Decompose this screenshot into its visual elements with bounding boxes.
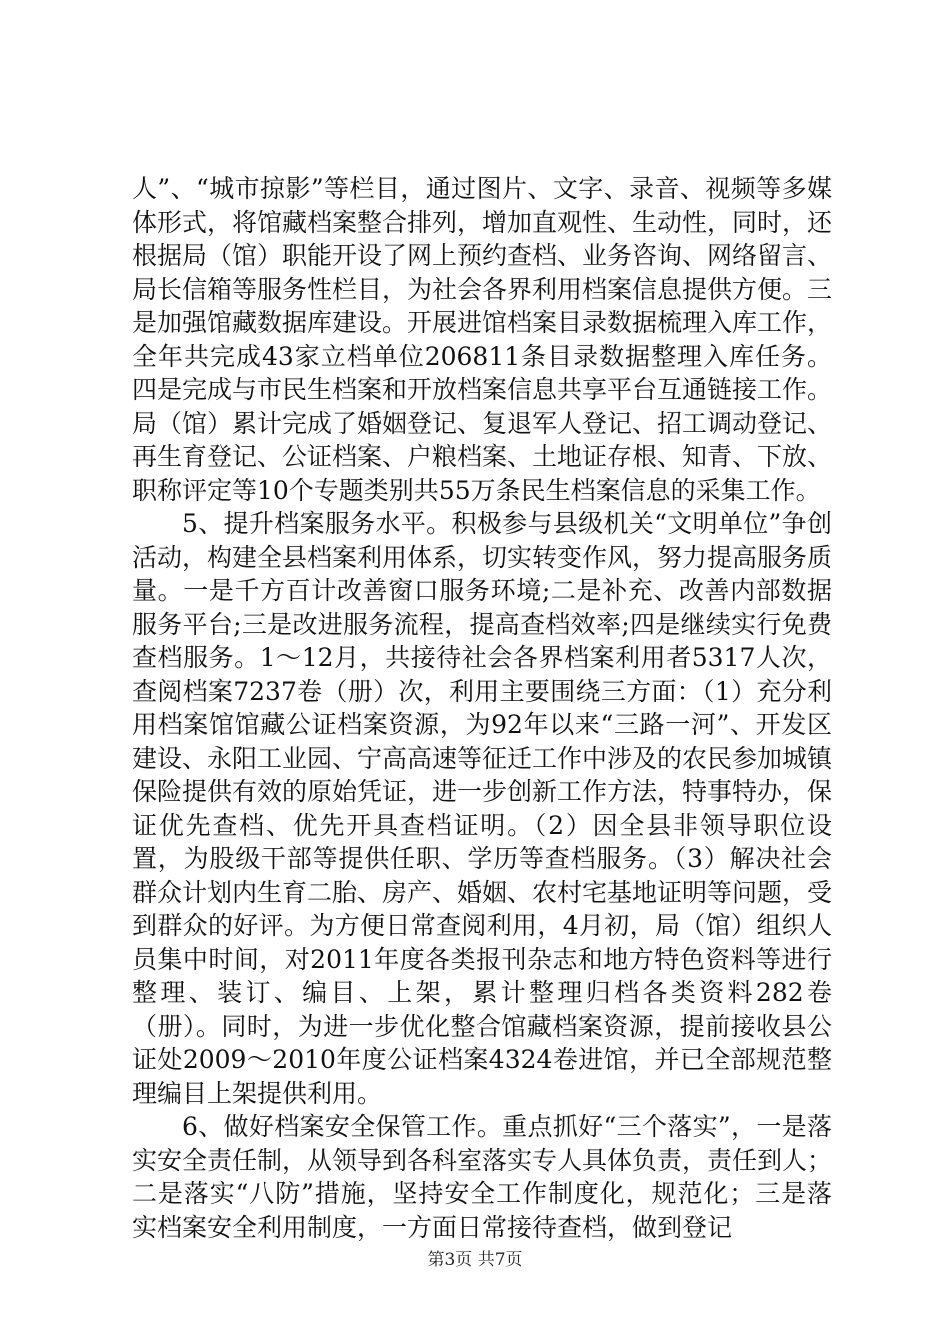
paragraph-item-5: 5、提升档案服务水平。积极参与县级机关“文明单位”争创活动，构建全县档案利用体系，切实转变作风，努力提高服务质量。一是千方百计改善窗口服务环境;二是补充、改善内部数据服务平台;三是改进服务流程，提高查档效率;四是继续实行免费查档服务。1～12月，共接待社会各界档案利用者5317人次，查阅档案7237卷（册）次，利用主要围绕三方面：（1）充分利用档案馆馆藏公证档案资源，为92年以来“三路一河”、开发区建设、永阳工业园、宁高高速等征迁工作中涉及的农民参加城镇保险提供有效的原始凭证，进一步创新工作方法，特事特办，保证优先查档、优先开具查档证明。（2）因全县非领导职位设置，为股级干部等提供任职、学历等查档服务。（3）解决社会群众计划内生育二胎、房产、婚姻、农村宅基地证明等问题，受到群众的好评。为方便日常查阅利用，4月初，局（馆）组织人员集中时间，对2011年度各类报刊杂志和地方特色资料等进行整理、装订、编目、上架，累计整理归档各类资料282卷（册）。同时，为进一步优化整合馆藏档案资源，提前接收县公证处2009～2010年度公证档案4324卷进馆，并已全部规范整理编目上架提供利用。 <box>132 509 833 1108</box>
page-footer <box>0 1245 950 1270</box>
page-number-label: 第3页 共7页 <box>427 1250 523 1270</box>
document-body <box>132 172 832 1244</box>
paragraph-item-6: 6、做好档案安全保管工作。重点抓好“三个落实”，一是落实安全责任制，从领导到各科室落实专人具体负责，责任到人；二是落实“八防”措施，坚持安全工作制度化，规范化；三是落实档案安全利用制度，一方面日常接待查档，做到登记 <box>132 1112 833 1242</box>
paragraph-continuation: 人”、“城市掠影”等栏目，通过图片、文字、录音、视频等多媒体形式，将馆藏档案整合排列，增加直观性、生动性，同时，还根据局（馆）职能开设了网上预约查档、业务咨询、网络留言、局长信箱等服务性栏目，为社会各界利用档案信息提供方便。三是加强馆藏数据库建设。开展进馆档案目录数据梳理入库工作，全年共完成43家立档单位206811条目录数据整理入库任务。四是完成与市民生档案和开放档案信息共享平台互通链接工作。局（馆）累计完成了婚姻登记、复退军人登记、招工调动登记、再生育登记、公证档案、户粮档案、土地证存根、知青、下放、职称评定等10个专题类别共55万条民生档案信息的采集工作。 <box>132 174 833 505</box>
